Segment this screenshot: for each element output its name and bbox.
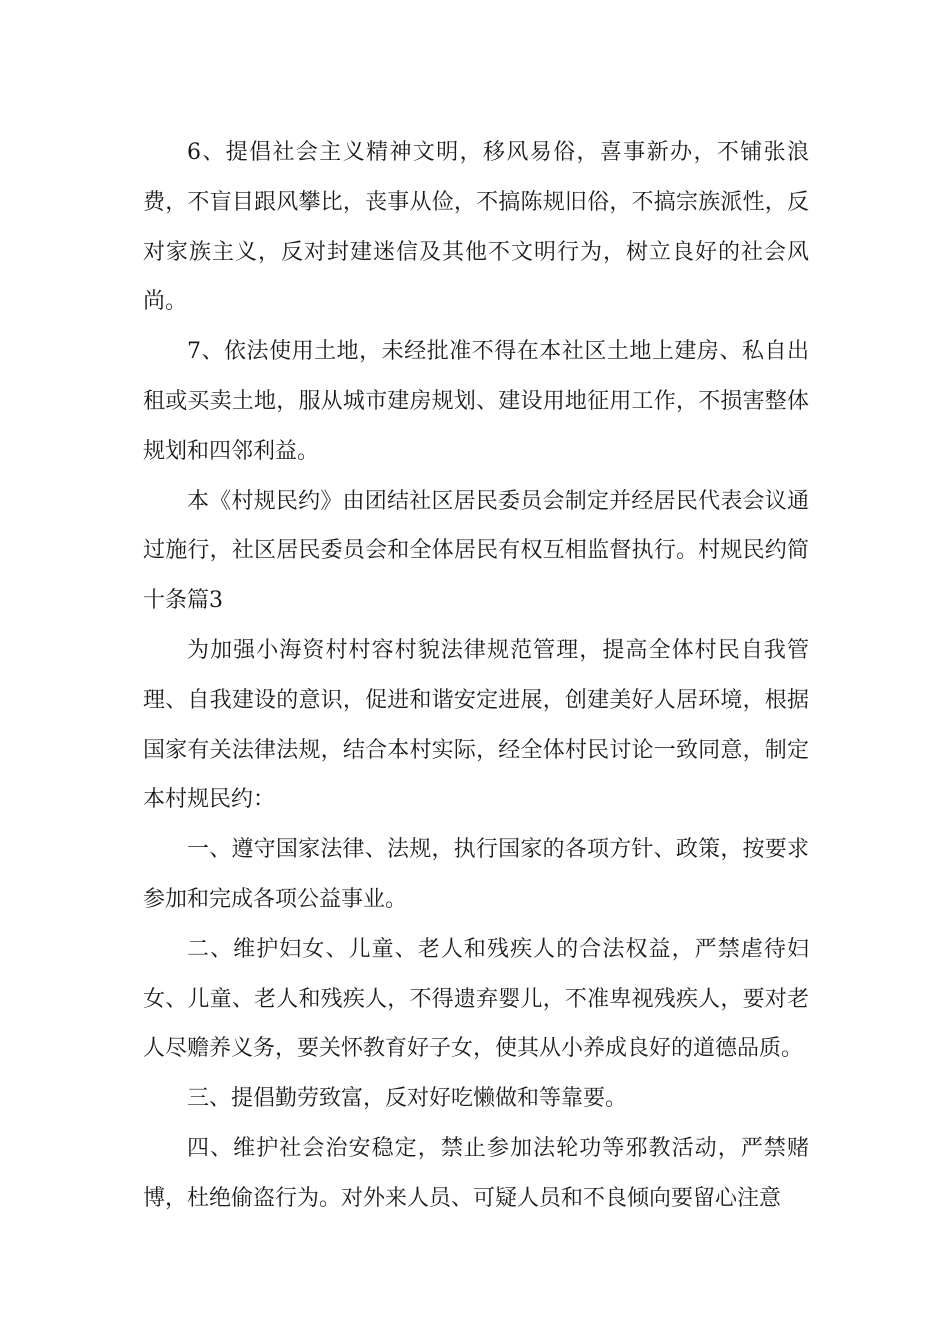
paragraph-item-7: 7、依法使用土地，未经批准不得在本社区土地上建房、私自出租或买卖土地，服从城市建房规划、建设用地征用工作，不损害整体规划和四邻利益。: [143, 339, 809, 464]
paragraph-rule-3: 三、提倡勤劳致富，反对好吃懒做和等靠要。: [187, 1086, 628, 1112]
paragraph-item-6: 6、提倡社会主义精神文明，移风易俗，喜事新办，不铺张浪费，不盲目跟风攀比，丧事从俭，不搞陈规旧俗，不搞宗族派性，反对家族主义，反对封建迷信及其他不文明行为，树立良好的社会风尚。: [143, 140, 809, 315]
paragraph-closing-note: 本《村规民约》由团结社区居民委员会制定并经居民代表会议通过施行，社区居民委员会和全体居民有权互相监督执行。村规民约简十条篇3: [143, 488, 809, 614]
paragraph-rule-1: 一、遵守国家法律、法规，执行国家的各项方针、政策，按要求参加和完成各项公益事业。: [143, 837, 809, 912]
paragraph-rule-2: 二、维护妇女、儿童、老人和残疾人的合法权益，严禁虐待妇女、儿童、老人和残疾人，不得遗弃婴儿，不准卑视残疾人，要对老人尽赡养义务，要关怀教育好子女，使其从小养成良好的道德品质。: [143, 936, 809, 1062]
document-body: [143, 128, 809, 1224]
paragraph-rule-4: 四、维护社会治安稳定，禁止参加法轮功等邪教活动，严禁赌博，杜绝偷盗行为。对外来人员、可疑人员和不良倾向要留心注意: [143, 1135, 809, 1211]
paragraph-preamble: 为加强小海资村村容村貌法律规范管理，提高全体村民自我管理、自我建设的意识，促进和谐安定进展，创建美好人居环境，根据国家有关法律法规，结合本村实际，经全体村民讨论一致同意，制定本村规民约：: [143, 637, 809, 813]
